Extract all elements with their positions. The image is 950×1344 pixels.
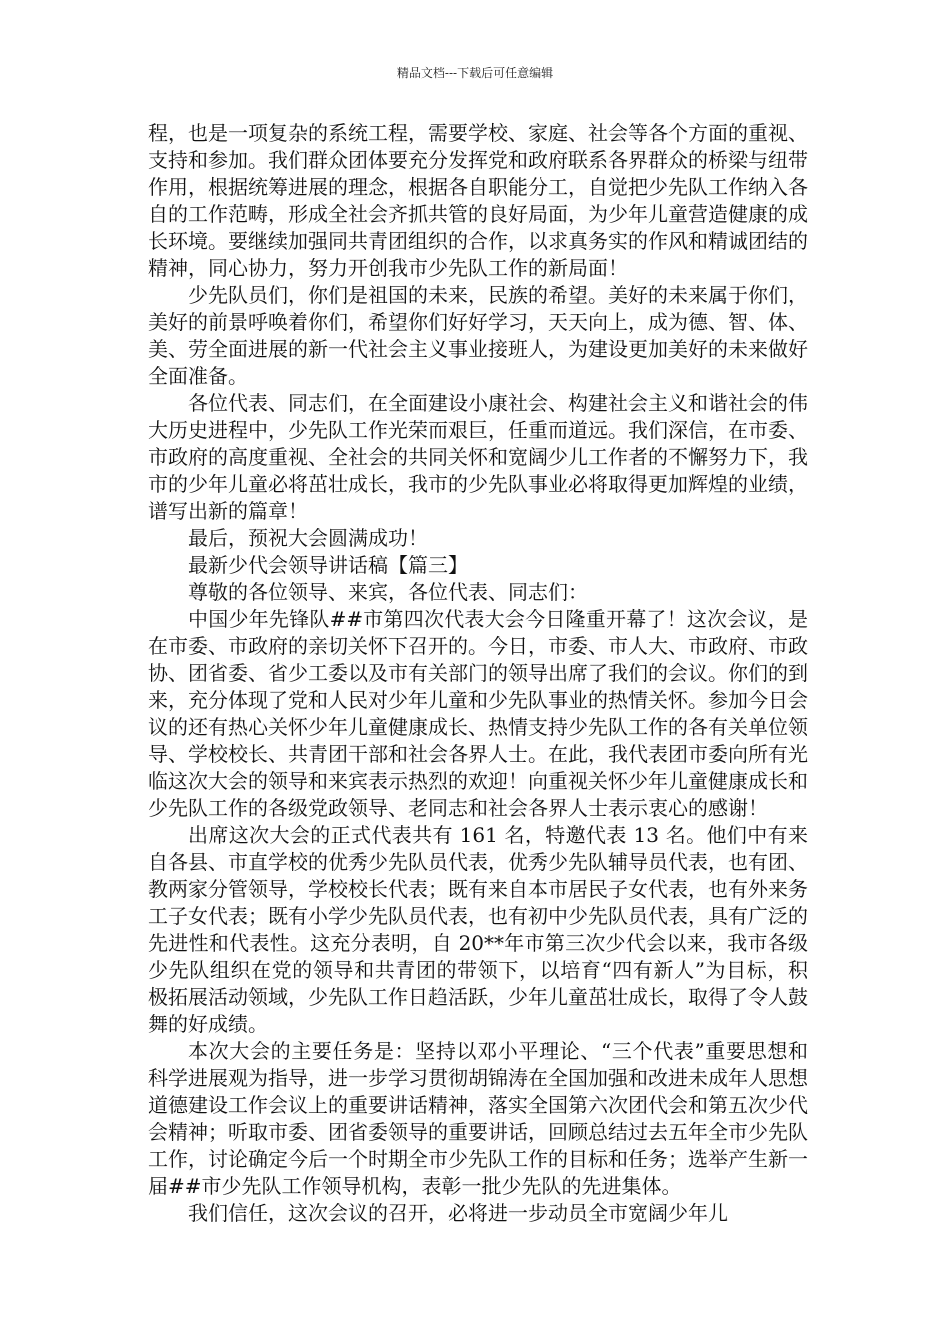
paragraph: 中国少年先锋队##市第四次代表大会今日隆重开幕了！这次会议，是在市委、市政府的亲切关怀下召开的。今日，市委、市人大、市政府、市政协、团省委、省少工委以及市有关部门的领导出席了我们的会议。你们的到来，充分体现了党和人民对少年儿童和少先队事业的热情关怀。参加今日会议的还有热心关怀少年儿童健康成长、热情支持少先队工作的各有关单位领导、学校校长、共青团干部和社会各界人士。在此，我代表团市委向所有光临这次大会的领导和来宾表示热烈的欢迎！向重视关怀少年儿童健康成长和少先队工作的各级党政领导、老同志和社会各界人士表示衷心的感谢！ bbox=[148, 607, 808, 820]
paragraph: 最后，预祝大会圆满成功！ bbox=[188, 526, 428, 550]
paragraph: 少先队员们，你们是祖国的未来，民族的希望。美好的未来属于你们，美好的前景呼唤着你们，希望你们好好学习，天天向上，成为德、智、体、美、劳全面进展的新一代社会主义事业接班人，为建设更加美好的未来做好全面准备。 bbox=[148, 283, 808, 388]
paragraph: 出席这次大会的正式代表共有 161 名，特邀代表 13 名。他们中有来自各县、市直学校的优秀少先队员代表，优秀少先队辅导员代表，也有团、教两家分管领导，学校校长代表；既有来自本市居民子女代表，也有外来务工子女代表；既有小学少先队员代表，也有初中少先队员代表，具有广泛的先进性和代表性。这充分表明，自 20**年市第三次少代会以来，我市各级少先队组织在党的领导和共青团的带领下，以培育“四有新人”为目标，积极拓展活动领域，少先队工作日趋活跃，少年儿童茁壮成长，取得了令人鼓舞的好成绩。 bbox=[148, 823, 808, 1036]
page-header: 精品文档---下载后可任意编辑 bbox=[396, 66, 554, 80]
paragraph: 本次大会的主要任务是：坚持以邓小平理论、“三个代表”重要思想和科学进展观为指导，进一步学习贯彻胡锦涛在全国加强和改进未成年人思想道德建设工作会议上的重要讲话精神，落实全国第六次团代会和第五次少代会精神；听取市委、团省委领导的重要讲话，回顾总结过去五年全市少先队工作，讨论确定今后一个时期全市少先队工作的目标和任务；选举产生新一届##市少先队工作领导机构，表彰一批少先队的先进集体。 bbox=[148, 1039, 808, 1198]
paragraph-continuation: 程，也是一项复杂的系统工程，需要学校、家庭、社会等各个方面的重视、支持和参加。我们群众团体要充分发挥党和政府联系各界群众的桥梁与纽带作用，根据统筹进展的理念，根据各自职能分工，自觉把少先队工作纳入各自的工作范畴，形成全社会齐抓共管的良好局面，为少年儿童营造健康的成长环境。要继续加强同共青团组织的合作，以求真务实的作风和精诚团结的精神，同心协力，努力开创我市少先队工作的新局面！ bbox=[148, 121, 808, 280]
salutation: 尊敬的各位领导、来宾，各位代表、同志们： bbox=[188, 580, 588, 604]
paragraph: 各位代表、同志们，在全面建设小康社会、构建社会主义和谐社会的伟大历史进程中，少先队工作光荣而艰巨，任重而道远。我们深信，在市委、市政府的高度重视、全社会的共同关怀和宽阔少儿工作者的不懈努力下，我市的少年儿童必将茁壮成长，我市的少先队事业必将取得更加辉煌的业绩，谱写出新的篇章！ bbox=[148, 391, 808, 523]
paragraph: 我们信任，这次会议的召开，必将进一步动员全市宽阔少年儿 bbox=[188, 1201, 728, 1225]
document-body bbox=[148, 120, 808, 1227]
section-heading: 最新少代会领导讲话稿【篇三】 bbox=[188, 553, 468, 577]
